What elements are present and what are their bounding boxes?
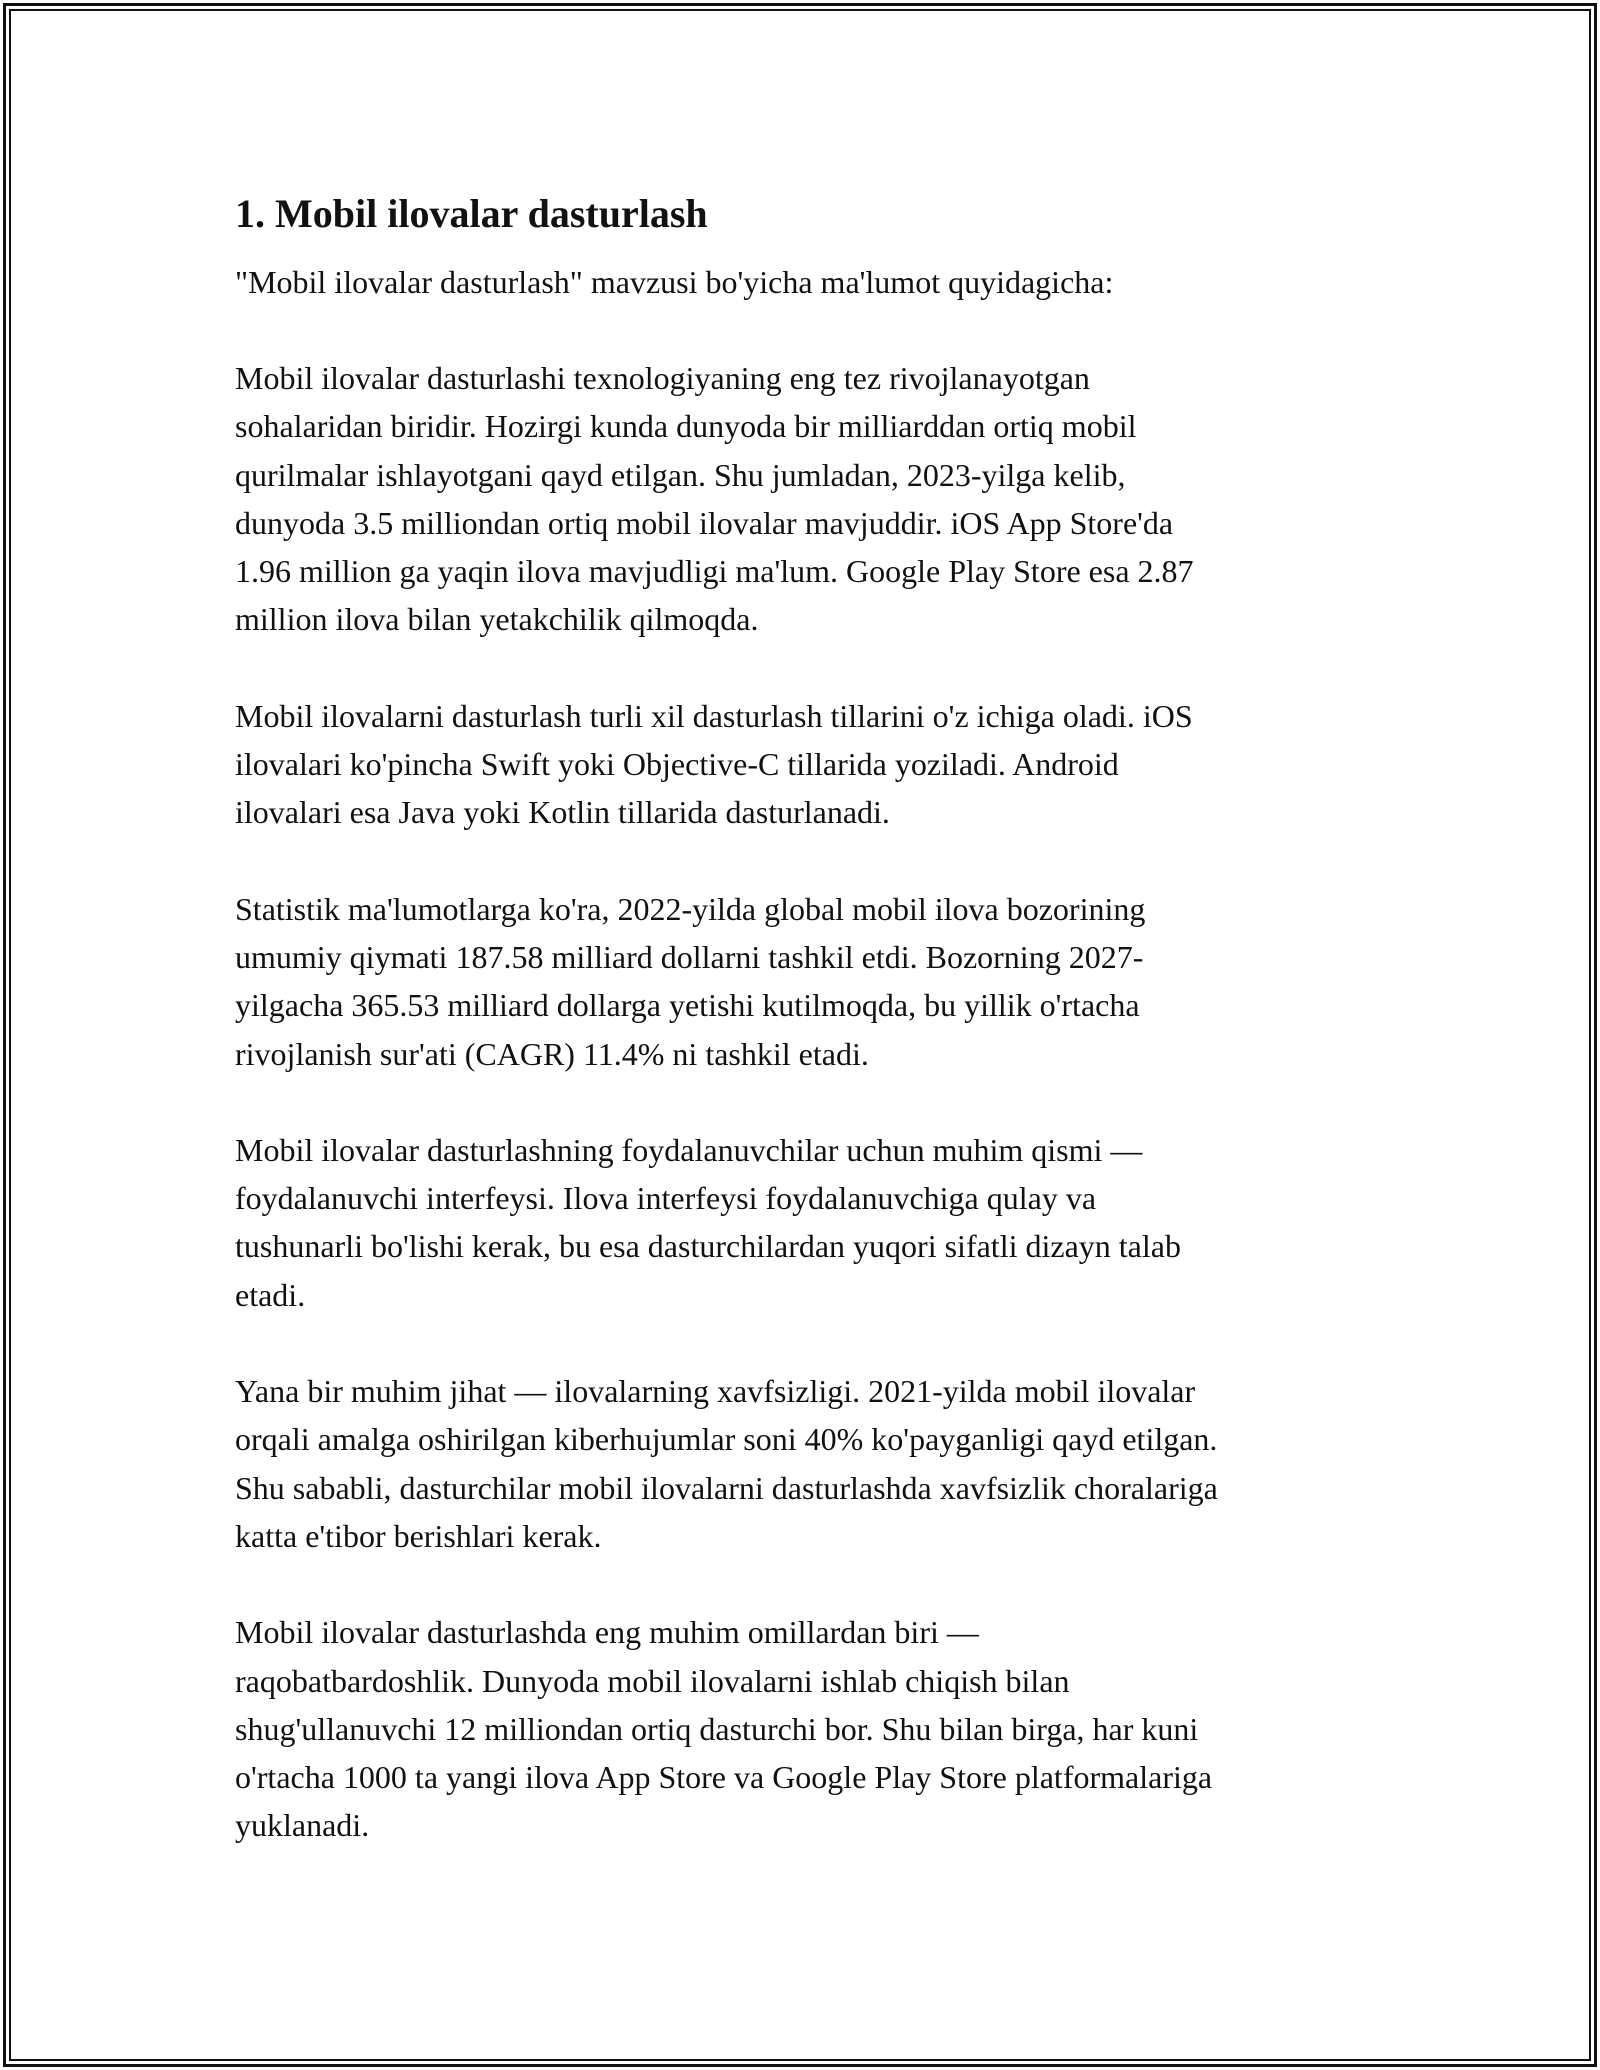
paragraph-line: Mobil ilovalar dasturlashda eng muhim omillardan biri — xyxy=(235,1614,979,1651)
paragraph-line: raqobatbardoshlik. Dunyoda mobil ilovalarni ishlab chiqish bilan xyxy=(235,1662,1070,1699)
paragraph-line: etadi. xyxy=(235,1276,306,1313)
paragraph-line: umumiy qiymati 187.58 milliard dollarni tashkil etdi. Bozorning 2027- xyxy=(235,938,1144,975)
paragraph-line: Statistik ma'lumotlarga ko'ra, 2022-yilda global mobil ilova bozorining xyxy=(235,890,1146,927)
paragraph-line: Mobil ilovalarni dasturlash turli xil dasturlash tillarini o'z ichiga oladi. iOS xyxy=(235,697,1193,734)
paragraph-line: Mobil ilovalar dasturlashning foydalanuvchilar uchun muhim qismi — xyxy=(235,1131,1143,1168)
document-title: 1. Mobil ilovalar dasturlash xyxy=(235,191,708,236)
paragraph-line: foydalanuvchi interfeysi. Ilova interfeysi foydalanuvchiga qulay va xyxy=(235,1180,1097,1217)
paragraph-programming-languages xyxy=(235,692,1385,837)
paragraph-line: yilgacha 365.53 milliard dollarga yetishi kutilmoqda, bu yillik o'rtacha xyxy=(235,987,1140,1024)
paragraph-line: Mobil ilovalar dasturlashi texnologiyaning eng tez rivojlanayotgan xyxy=(235,360,1090,396)
document-body xyxy=(235,188,1385,1850)
paragraph-competitiveness xyxy=(235,1608,1385,1849)
paragraph-line: tushunarli bo'lishi kerak, bu esa dasturchilardan yuqori sifatli dizayn talab xyxy=(235,1228,1181,1265)
paragraph-line: orqali amalga oshirilgan kiberhujumlar soni 40% ko'payganligi qayd etilgan. xyxy=(235,1421,1218,1458)
paragraph-line: shug'ullanuvchi 12 milliondan ortiq dasturchi bor. Shu bilan birga, har kuni xyxy=(235,1710,1199,1747)
paragraph-line: Yana bir muhim jihat — ilovalarning xavfsizligi. 2021-yilda mobil ilovalar xyxy=(235,1373,1196,1410)
paragraph-line: 1.96 million ga yaqin ilova mavjudligi ma'lum. Google Play Store esa 2.87 xyxy=(235,553,1194,590)
paragraph-line: sohalaridan biridir. Hozirgi kunda dunyoda bir milliarddan ortiq mobil xyxy=(235,408,1137,445)
paragraph-line: dunyoda 3.5 milliondan ortiq mobil ilovalar mavjuddir. iOS App Store'da xyxy=(235,504,1174,541)
paragraph-line: katta e'tibor berishlari kerak. xyxy=(235,1517,602,1554)
intro-paragraph: "Mobil ilovalar dasturlash" mavzusi bo'yicha ma'lumot quyidagicha: xyxy=(235,264,1114,300)
paragraph-security xyxy=(235,1367,1385,1560)
paragraph-line: o'rtacha 1000 ta yangi ilova App Store va Google Play Store platformalariga xyxy=(235,1759,1213,1796)
paragraph-line: million ilova bilan yetakchilik qilmoqda. xyxy=(235,601,759,638)
paragraph-line: ilovalari esa Java yoki Kotlin tillarida dasturlanadi. xyxy=(235,794,890,831)
paragraph-mobile-development xyxy=(235,354,1385,644)
paragraph-user-interface xyxy=(235,1126,1385,1319)
paragraph-line: ilovalari ko'pincha Swift yoki Objective-C tillarida yoziladi. Android xyxy=(235,746,1119,783)
paragraph-line: Shu sababli, dasturchilar mobil ilovalarni dasturlashda xavfsizlik choralariga xyxy=(235,1469,1218,1506)
paragraph-market-statistics xyxy=(235,885,1385,1078)
paragraph-line: qurilmalar ishlayotgani qayd etilgan. Shu jumladan, 2023-yilga kelib, xyxy=(235,456,1126,493)
paragraph-line: rivojlanish sur'ati (CAGR) 11.4% ni tashkil etadi. xyxy=(235,1035,869,1072)
paragraph-line: yuklanadi. xyxy=(235,1807,370,1844)
